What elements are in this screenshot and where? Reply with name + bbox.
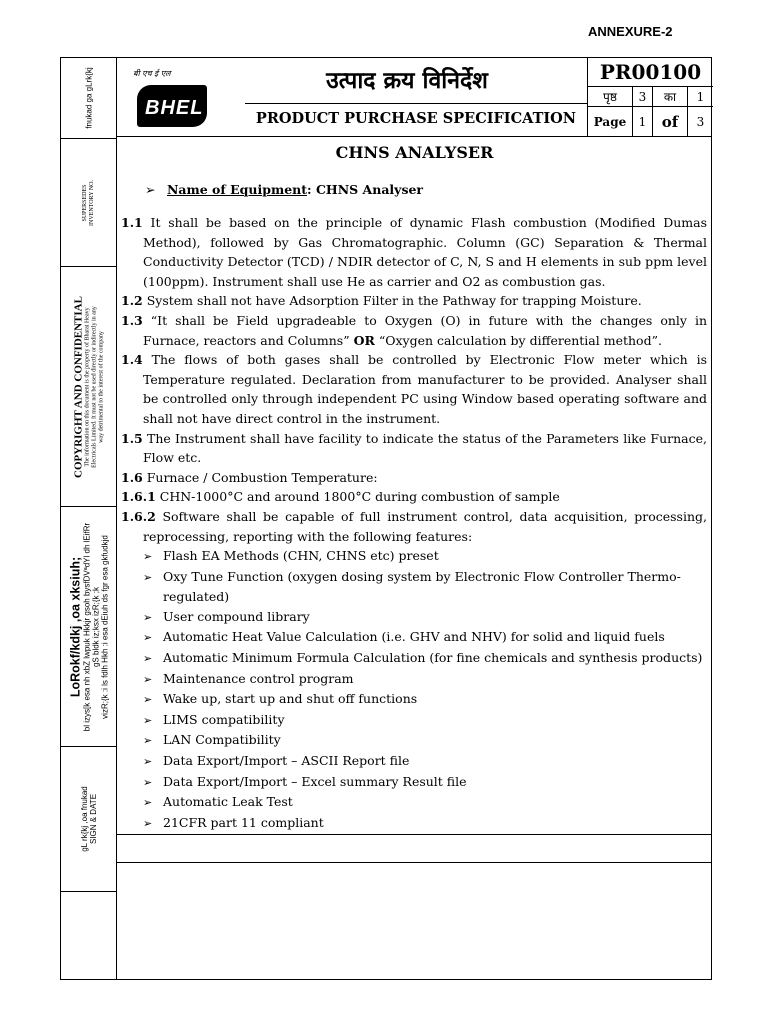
clause-1-2: 1.2 System shall not have Adsorption Filter in the Pathway for trapping Moisture. bbox=[121, 293, 642, 309]
sign-date-hindi-cell bbox=[60, 57, 117, 139]
logo-tagline: बी एच ई एल bbox=[133, 69, 171, 78]
clause-1-6: 1.6 Furnace / Combustion Temperature: bbox=[121, 469, 378, 485]
list-item: ➢ LIMS compatibility bbox=[143, 710, 707, 731]
left-margin-strip bbox=[60, 57, 117, 980]
list-item: ➢ Wake up, start up and shut off functions bbox=[143, 689, 707, 710]
list-item: ➢ 21CFR part 11 compliant bbox=[143, 813, 707, 834]
list-item: ➢ Automatic Leak Test bbox=[143, 792, 707, 813]
confidential-hindi-cell bbox=[60, 507, 117, 747]
sign-date-hindi-text: fnukad ga gLrk{kj bbox=[84, 66, 93, 129]
supersedes-cell bbox=[60, 139, 117, 267]
of-label-hindi: का bbox=[653, 87, 688, 106]
clause-1-6-2: 1.6.2 Software shall be capable of full instrument control, data acquisition, processing, reprocessing, reporting with the following features: bbox=[121, 508, 707, 544]
copyright-cell bbox=[60, 267, 117, 507]
title-hindi: उत्पाद क्रय विनिर्देश bbox=[326, 68, 488, 94]
page-number-hindi: 3 bbox=[633, 87, 653, 106]
list-item: ➢ Maintenance control program bbox=[143, 669, 707, 690]
logo-mark bbox=[137, 85, 207, 127]
title-english: PRODUCT PURCHASE SPECIFICATION bbox=[255, 110, 577, 127]
list-item: ➢ Data Export/Import – ASCII Report file bbox=[143, 751, 707, 772]
document-number-box bbox=[587, 57, 712, 137]
title-divider bbox=[245, 103, 587, 104]
confidential-hindi-text: LoRokf/kdkj ,oa xksiuh; bl izys[k esa nh xbZ lwpuk Hkkjr gsoh bysfDVªdYl dh lEifRr gS bldk iz;ksx izR;{k ;k vizR;{k :i ls fdlh Hkh :i esa dEiuh ds fgr esa gkfudkjd bbox=[68, 522, 109, 731]
list-item: ➢ Oxy Tune Function (oxygen dosing system by Electronic Flow Controller Thermo-regulated) bbox=[143, 567, 707, 607]
supersedes-text: SUPERSEDES INVENTORY NO. bbox=[81, 179, 95, 226]
clause-1-4: 1.4 The flows of both gases shall be controlled by Electronic Flow meter which is Temperature regulated. Declaration from manufacturer to be provided. Analyser shall be controlled only through independent PC using Window based operating software and shall not have direct control in the instrument. bbox=[121, 352, 707, 426]
clause-list bbox=[121, 213, 707, 833]
arrow-bullet-icon: ➢ bbox=[145, 182, 156, 197]
document-number: PR00100 bbox=[588, 57, 713, 87]
of-label-english: of bbox=[653, 107, 688, 137]
total-pages-english: 3 bbox=[696, 115, 705, 129]
sign-date-text: gL rk{kj ,oa fnukad SIGN & DATE bbox=[79, 786, 98, 852]
logo-text: BHEL bbox=[145, 97, 204, 119]
annexure-label: ANNEXURE-2 bbox=[588, 24, 673, 39]
list-item: ➢ Automatic Minimum Formula Calculation (for fine chemicals and synthesis products) bbox=[143, 648, 707, 669]
clause-1-3: 1.3 “It shall be Field upgradeable to Oxygen (O) in future with the changes only in Furnace, reactors and Columns” OR “Oxygen calculation by differential method”. bbox=[121, 312, 707, 348]
total-pages-hindi: 1 bbox=[696, 89, 705, 104]
list-item: ➢ User compound library bbox=[143, 607, 707, 628]
list-item: ➢ LAN Compatibility bbox=[143, 730, 707, 751]
document-header bbox=[117, 57, 712, 137]
equipment-label: Name of Equipment bbox=[167, 182, 308, 197]
page-label-hindi: पृष्ठ bbox=[588, 87, 633, 106]
page-row-english bbox=[588, 107, 713, 137]
bhel-logo bbox=[127, 65, 217, 129]
document-body bbox=[117, 137, 712, 835]
page-row-hindi bbox=[588, 87, 713, 107]
copyright-text: COPYRIGHT AND CONFIDENTIAL The information on this document is the property of Bharat Heavy Electricals Limited. It must not be used directly or indirectly in any way detrimental to the interest of the company bbox=[72, 295, 104, 478]
page-label-english: Page bbox=[588, 107, 633, 137]
list-item: ➢ Flash EA Methods (CHN, CHNS etc) preset bbox=[143, 546, 707, 567]
clause-1-5: 1.5 The Instrument shall have facility to indicate the status of the Parameters like Furnace, Flow etc. bbox=[121, 430, 707, 466]
blank-row-divider bbox=[117, 862, 712, 863]
list-item: ➢ Automatic Heat Value Calculation (i.e. GHV and NHV) for solid and liquid fuels bbox=[143, 627, 707, 648]
equipment-name bbox=[145, 182, 712, 197]
page-number-english: 1 bbox=[633, 107, 653, 137]
clause-1-6-1: 1.6.1 CHN-1000°C and around 1800°C during combustion of sample bbox=[121, 489, 560, 505]
clause-1-1: 1.1 It shall be based on the principle of dynamic Flash combustion (Modified Dumas Method), followed by Gas Chromatographic. Column (GC) Separation & Thermal Conductivity Detector (TCD) / NDIR detector of C, N, S and H elements in sub ppm level (100ppm). Instrument shall use He as carrier and O2 as combustion gas. bbox=[121, 215, 707, 289]
sign-date-cell bbox=[60, 747, 117, 892]
equipment-value: : CHNS Analyser bbox=[307, 182, 424, 197]
list-item: ➢ Data Export/Import – Excel summary Result file bbox=[143, 772, 707, 793]
document-title: CHNS ANALYSER bbox=[335, 143, 494, 162]
software-feature-list bbox=[121, 546, 707, 833]
